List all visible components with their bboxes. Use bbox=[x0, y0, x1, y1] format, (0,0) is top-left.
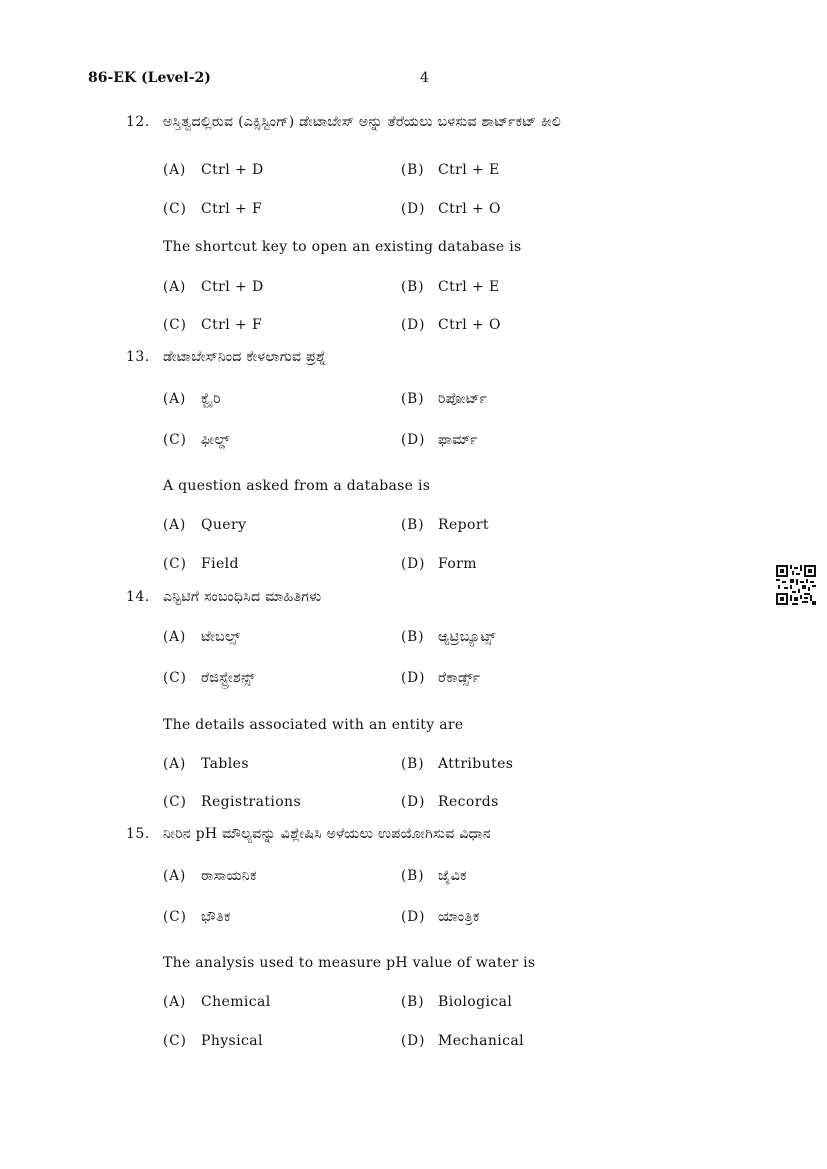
qr-code-icon bbox=[776, 565, 816, 605]
option-label-c: (C) bbox=[163, 1033, 187, 1049]
option-label-c: (C) bbox=[163, 317, 187, 333]
option-d-english: Ctrl + O bbox=[438, 317, 501, 333]
question-number: 12. bbox=[126, 114, 150, 130]
option-label-c: (C) bbox=[163, 432, 187, 448]
option-label-b: (B) bbox=[401, 994, 425, 1010]
option-d-english: Records bbox=[438, 794, 499, 810]
option-b-english: Biological bbox=[438, 994, 513, 1010]
question-stem-kannada: ಡೇಟಾಬೇಸ್‌ನಿಂದ ಕೇಳಲಾಗುವ ಪ್ರಶ್ನೆ bbox=[163, 349, 327, 365]
question-number: 13. bbox=[126, 349, 150, 365]
option-label-d: (D) bbox=[401, 432, 426, 448]
option-label-a: (A) bbox=[163, 517, 187, 533]
question-stem-kannada: ಅಸ್ತಿತ್ವದಲ್ಲಿರುವ (ಎಕ್ಸಿಸ್ಟಿಂಗ್) ಡೇಟಾಬೇಸ್ ಅನ್ನು ತೆರೆಯಲು ಬಳಸುವ ಶಾರ್ಟ್‌ಕಟ್ ಕೀಲಿ bbox=[163, 114, 562, 130]
option-a-english: Chemical bbox=[201, 994, 271, 1010]
option-d-kannada: ರೆಕಾರ್ಡ್ಸ್ bbox=[438, 670, 481, 686]
option-c-kannada: ಭೌತಿಕ bbox=[201, 909, 231, 925]
option-b-english: Ctrl + E bbox=[438, 279, 500, 295]
option-c-kannada: ಫೀಲ್ಡ್ bbox=[201, 432, 230, 448]
option-a-english: Ctrl + D bbox=[201, 279, 264, 295]
option-b-kannada: ರಿಪೋರ್ಟ್ bbox=[438, 391, 488, 407]
option-b-kannada: ಜೈವಿಕ bbox=[438, 868, 467, 884]
option-b-english: Report bbox=[438, 517, 489, 533]
option-label-c: (C) bbox=[163, 201, 187, 217]
option-label-b: (B) bbox=[401, 279, 425, 295]
question-stem-english: The shortcut key to open an existing database is bbox=[163, 239, 522, 255]
option-c-kannada: Ctrl + F bbox=[201, 201, 263, 217]
option-label-a: (A) bbox=[163, 629, 187, 645]
option-b-english: Attributes bbox=[438, 756, 514, 772]
option-label-a: (A) bbox=[163, 868, 187, 884]
option-a-kannada: Ctrl + D bbox=[201, 162, 264, 178]
option-label-b: (B) bbox=[401, 517, 425, 533]
option-a-english: Tables bbox=[201, 756, 249, 772]
option-b-kannada: ಆ್ಯಟ್ರಿಬ್ಯೂಟ್ಸ್ bbox=[438, 629, 496, 645]
option-label-d: (D) bbox=[401, 794, 426, 810]
option-d-kannada: ಫಾರ್ಮ್ bbox=[438, 432, 478, 448]
option-label-d: (D) bbox=[401, 670, 426, 686]
option-c-english: Registrations bbox=[201, 794, 302, 810]
option-label-a: (A) bbox=[163, 756, 187, 772]
option-label-c: (C) bbox=[163, 670, 187, 686]
option-c-english: Ctrl + F bbox=[201, 317, 263, 333]
question-number: 14. bbox=[126, 589, 150, 605]
option-c-english: Field bbox=[201, 556, 239, 572]
option-label-c: (C) bbox=[163, 909, 187, 925]
option-label-c: (C) bbox=[163, 556, 187, 572]
question-number: 15. bbox=[126, 826, 150, 842]
option-label-d: (D) bbox=[401, 909, 426, 925]
question-stem-english: The analysis used to measure pH value of water is bbox=[163, 955, 536, 971]
question-stem-english: A question asked from a database is bbox=[163, 478, 431, 494]
option-label-d: (D) bbox=[401, 556, 426, 572]
option-label-b: (B) bbox=[401, 162, 425, 178]
option-label-b: (B) bbox=[401, 629, 425, 645]
option-label-a: (A) bbox=[163, 391, 187, 407]
option-a-kannada: ಟೇಬಲ್ಸ್ bbox=[201, 629, 241, 645]
option-b-kannada: Ctrl + E bbox=[438, 162, 500, 178]
option-a-english: Query bbox=[201, 517, 247, 533]
option-label-d: (D) bbox=[401, 317, 426, 333]
paper-code: 86-EK (Level-2) bbox=[88, 70, 211, 86]
option-label-b: (B) bbox=[401, 756, 425, 772]
question-stem-english: The details associated with an entity are bbox=[163, 717, 464, 733]
option-label-b: (B) bbox=[401, 391, 425, 407]
option-label-d: (D) bbox=[401, 1033, 426, 1049]
question-stem-kannada: ಎನ್ಟಿಟಿಗೆ ಸಂಬಂಧಿಸಿದ ಮಾಹಿತಿಗಳು bbox=[163, 589, 322, 605]
question-stem-kannada: ನೀರಿನ pH ಮೌಲ್ಯವನ್ನು ವಿಶ್ಲೇಷಿಸಿ ಅಳೆಯಲು ಉಪಯೋಗಿಸುವ ವಿಧಾನ bbox=[163, 826, 491, 842]
option-c-kannada: ರೆಜಿಸ್ಟ್ರೇಶನ್ಸ್ bbox=[201, 670, 256, 686]
option-label-a: (A) bbox=[163, 994, 187, 1010]
option-d-kannada: Ctrl + O bbox=[438, 201, 501, 217]
option-label-a: (A) bbox=[163, 279, 187, 295]
option-d-kannada: ಯಾಂತ್ರಿಕ bbox=[438, 909, 480, 925]
option-a-kannada: ಕ್ವೈರಿ bbox=[201, 391, 221, 407]
option-d-english: Mechanical bbox=[438, 1033, 524, 1049]
option-label-d: (D) bbox=[401, 201, 426, 217]
option-label-a: (A) bbox=[163, 162, 187, 178]
option-d-english: Form bbox=[438, 556, 477, 572]
page-number: 4 bbox=[420, 70, 429, 86]
option-a-kannada: ರಾಸಾಯನಿಕ bbox=[201, 868, 257, 884]
option-c-english: Physical bbox=[201, 1033, 263, 1049]
option-label-b: (B) bbox=[401, 868, 425, 884]
option-label-c: (C) bbox=[163, 794, 187, 810]
